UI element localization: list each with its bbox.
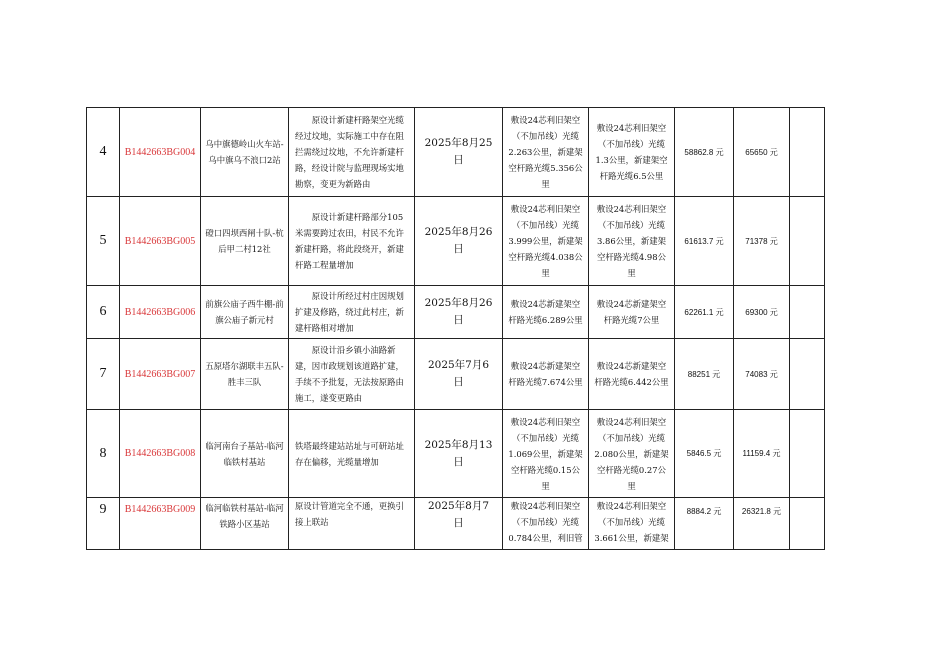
site-name: 临河南台子基站-临河临铁村基站 (201, 410, 289, 498)
table-row (87, 410, 825, 498)
remark-cell (790, 286, 825, 339)
table-row (87, 498, 825, 550)
row-number: 9 (87, 498, 120, 550)
change-reason: 原设计管道完全不通，更换引接上联站 (289, 498, 415, 550)
change-date: 2025年8月25日 (415, 108, 503, 197)
change-reason: 原设计沿乡镇小油路新建，因市政规划该道路扩建，手续不予批复，无法按原路由施工，遂变更路由 (289, 339, 415, 410)
site-name: 前旗公庙子西牛棚-前旗公庙子新元村 (201, 286, 289, 339)
change-code: B1442663BG008 (120, 410, 201, 498)
remark-cell (790, 108, 825, 197)
row-number: 5 (87, 197, 120, 286)
change-table (86, 107, 825, 550)
changed-scope: 敷设24芯新建架空杆路光缆7公里 (589, 286, 675, 339)
table-row (87, 339, 825, 410)
change-code: B1442663BG006 (120, 286, 201, 339)
table-row (87, 286, 825, 339)
original-amount: 62261.1 元 (675, 286, 734, 339)
original-amount: 8884.2 元 (675, 498, 734, 550)
original-scope: 敷设24芯新建架空杆路光缆7.674公里 (503, 339, 589, 410)
row-number: 4 (87, 108, 120, 197)
changed-amount: 65650 元 (734, 108, 790, 197)
change-code: B1442663BG009 (120, 498, 201, 550)
site-name: 五原塔尔湖联丰五队-胜丰三队 (201, 339, 289, 410)
change-reason: 原设计所经过村庄因规划扩建及修路，绕过此村庄，新建杆路相对增加 (289, 286, 415, 339)
changed-amount: 11159.4 元 (734, 410, 790, 498)
site-name: 临河临铁村基站-临河铁路小区基站 (201, 498, 289, 550)
row-number: 8 (87, 410, 120, 498)
changed-amount: 71378 元 (734, 197, 790, 286)
change-date: 2025年7月6日 (415, 339, 503, 410)
change-reason: 铁塔最终建站站址与可研站址存在偏移，光缆量增加 (289, 410, 415, 498)
change-code: B1442663BG004 (120, 108, 201, 197)
original-scope: 敷设24芯利旧架空（不加吊线）光缆2.263公里，新建架空杆路光缆5.356公里 (503, 108, 589, 197)
original-scope: 敷设24芯利旧架空（不加吊线）光缆0.784公里，利旧管 (503, 498, 589, 550)
original-amount: 61613.7 元 (675, 197, 734, 286)
change-code: B1442663BG007 (120, 339, 201, 410)
table-row (87, 108, 825, 197)
row-number: 6 (87, 286, 120, 339)
table-row (87, 197, 825, 286)
changed-amount: 69300 元 (734, 286, 790, 339)
site-name: 磴口四坝西闸十队-杭后甲二村12社 (201, 197, 289, 286)
remark-cell (790, 498, 825, 550)
changed-scope: 敷设24芯新建架空杆路光缆6.442公里 (589, 339, 675, 410)
row-number: 7 (87, 339, 120, 410)
changed-amount: 26321.8 元 (734, 498, 790, 550)
site-name: 乌中旗德岭山火车站-乌中旗乌不浪口2站 (201, 108, 289, 197)
remark-cell (790, 410, 825, 498)
original-scope: 敷设24芯新建架空杆路光缆6.289公里 (503, 286, 589, 339)
changed-scope: 敷设24芯利旧架空（不加吊线）光缆3.86公里，新建架空杆路光缆4.98公里 (589, 197, 675, 286)
remark-cell (790, 339, 825, 410)
original-amount: 88251 元 (675, 339, 734, 410)
changed-scope: 敷设24芯利旧架空（不加吊线）光缆3.661公里，新建架 (589, 498, 675, 550)
change-date: 2025年8月26日 (415, 197, 503, 286)
change-reason: 原设计新建杆路架空光缆经过坟地，实际施工中存在阻拦需绕过坟地，不允许新建杆路，经设计院与监理现场实地勘察，变更为新路由 (289, 108, 415, 197)
change-reason: 原设计新建杆路部分105米需要跨过农田，村民不允许新建杆路，将此段绕开，新建杆路工程量增加 (289, 197, 415, 286)
change-date: 2025年8月7日 (415, 498, 503, 550)
remark-cell (790, 197, 825, 286)
changed-amount: 74083 元 (734, 339, 790, 410)
change-code: B1442663BG005 (120, 197, 201, 286)
original-amount: 58862.8 元 (675, 108, 734, 197)
change-date: 2025年8月26日 (415, 286, 503, 339)
changed-scope: 敷设24芯利旧架空（不加吊线）光缆2.080公里，新建架空杆路光缆0.27公里 (589, 410, 675, 498)
original-amount: 5846.5 元 (675, 410, 734, 498)
original-scope: 敷设24芯利旧架空（不加吊线）光缆1.069公里，新建架空杆路光缆0.15公里 (503, 410, 589, 498)
changed-scope: 敷设24芯利旧架空（不加吊线）光缆1.3公里，新建架空杆路光缆6.5公里 (589, 108, 675, 197)
change-date: 2025年8月13日 (415, 410, 503, 498)
original-scope: 敷设24芯利旧架空（不加吊线）光缆3.999公里，新建架空杆路光缆4.038公里 (503, 197, 589, 286)
